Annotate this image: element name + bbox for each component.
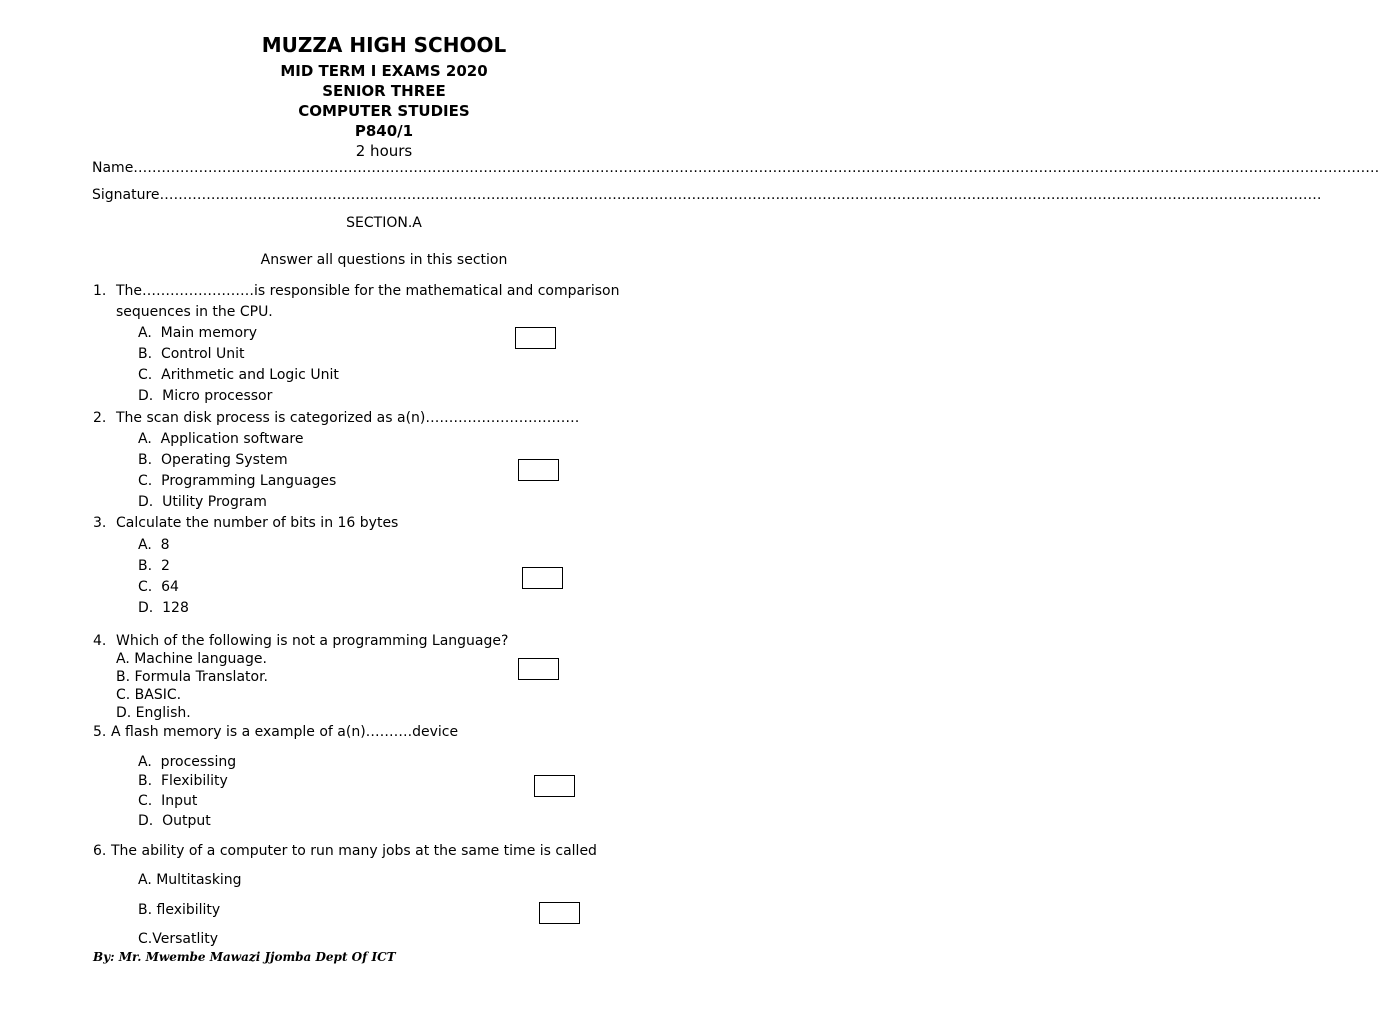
option-a: A. Multitasking [138, 872, 242, 888]
option-b: B. flexibility [138, 902, 221, 918]
option-d: D. Utility Program [138, 494, 267, 510]
question-number: 6. [93, 843, 107, 859]
exam-title: MID TERM I EXAMS 2020 [280, 62, 488, 80]
answer-box[interactable] [515, 327, 556, 349]
question-text: Which of the following is not a programming Language? [116, 633, 509, 649]
section-instruction: Answer all questions in this section [260, 252, 508, 268]
option-d: D. Output [138, 813, 211, 829]
option-c: C. Input [138, 793, 198, 809]
option-a: A. Main memory [138, 325, 258, 341]
option-a: A. Machine language. [116, 651, 267, 667]
class-level: SENIOR THREE [322, 82, 446, 100]
answer-box[interactable] [539, 902, 580, 924]
option-a: A. processing [138, 754, 237, 770]
exam-duration: 2 hours [355, 142, 413, 160]
question-text: Calculate the number of bits in 16 bytes [116, 515, 399, 531]
school-name: MUZZA HIGH SCHOOL [261, 33, 507, 57]
option-c: C. 64 [138, 579, 179, 595]
answer-box[interactable] [534, 775, 575, 797]
question-text: The ability of a computer to run many jobs at the same time is called [111, 843, 597, 859]
question-text: The……………………is responsible for the mathematical and comparison [116, 283, 620, 299]
option-b: B. Formula Translator. [116, 669, 269, 685]
question-number: 1. [93, 283, 107, 299]
option-c: C. BASIC. [116, 687, 182, 703]
option-c: C. Arithmetic and Logic Unit [138, 367, 339, 383]
answer-box[interactable] [518, 459, 559, 481]
option-c: C. Programming Languages [138, 473, 337, 489]
section-title: SECTION.A [346, 215, 422, 231]
answer-box[interactable] [518, 658, 559, 680]
option-d: D. 128 [138, 600, 189, 616]
signature-field[interactable]: Signature…………………………………………………………………………………………………………………………………………………………………………………………………………………………… [92, 187, 1322, 203]
footer-author: By: Mr. Mwembe Mawazi Jjomba Dept Of ICT [93, 950, 396, 964]
question-text: The scan disk process is categorized as a(n)…………………………… [116, 410, 580, 426]
option-d: D. Micro processor [138, 388, 273, 404]
question-number: 4. [93, 633, 107, 649]
option-b: B. Control Unit [138, 346, 245, 362]
option-b: B. Flexibility [138, 773, 228, 789]
paper-code: P840/1 [354, 122, 414, 140]
subject-title: COMPUTER STUDIES [298, 102, 470, 120]
option-b: B. Operating System [138, 452, 288, 468]
question-number: 2. [93, 410, 107, 426]
question-number: 3. [93, 515, 107, 531]
question-text: A flash memory is a example of a(n)……….device [111, 724, 459, 740]
option-a: A. 8 [138, 537, 170, 553]
question-number: 5. [93, 724, 107, 740]
name-field[interactable]: Name…………………………………………………………………………………………………………………………………………………………………………………………………………………………………………… [92, 160, 1379, 176]
option-d: D. English. [116, 705, 191, 721]
answer-box[interactable] [522, 567, 563, 589]
option-b: B. 2 [138, 558, 170, 574]
option-c: C.Versatlity [138, 931, 219, 947]
option-a: A. Application software [138, 431, 304, 447]
question-text-continued: sequences in the CPU. [116, 304, 273, 320]
